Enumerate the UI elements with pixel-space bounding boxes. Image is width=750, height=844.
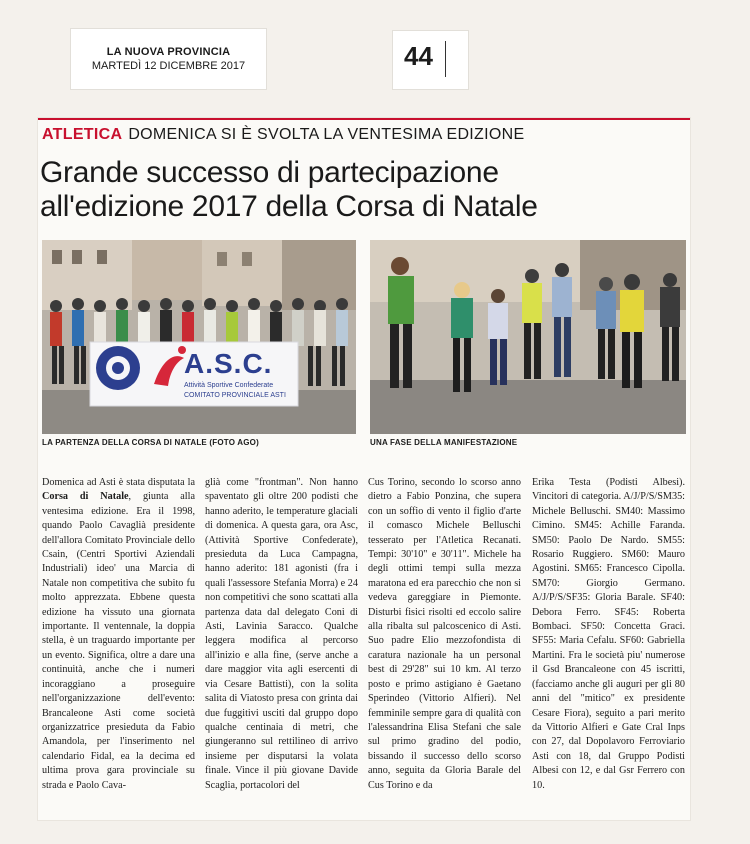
page-number-divider — [445, 41, 446, 77]
banner-line-1: Attività Sportive Confederate — [184, 382, 274, 389]
page-number-box — [392, 30, 469, 90]
headline — [40, 156, 640, 224]
photo-caption-1: LA PARTENZA DELLA CORSA DI NATALE (FOTO AGO) — [42, 438, 259, 447]
body-col1-intro: Domenica ad Asti è stata disputata la — [42, 477, 195, 488]
headline-line-1: Grande successo di partecipazione — [40, 156, 499, 189]
newspaper-name: LA NUOVA PROVINCIA — [106, 46, 231, 58]
body-col1-text: , giunta alla ventesima edizione. Era il 1998, quando Paolo Cavaglià presidente dell'allora Comitato Provinciale dello Csain, (Centri Sportivi Aziendali Industriali) ideo' una Marcia di Natale non competitiva che subito fu molto apprezzata. Ebbene questa edizione ha vissuto una giornata importante. Il ventennale, la doppia stella, è un traguardo importante per un evento. Significa, oltre a dare una continuità, anche che i numeri incoraggiano a proseguire nell'organizzazione dell'evento: Brancaleone Asti come società organizzatrice presieduta da Fabio Amandola, per l'inserimento nel calendario Fidal, ea la decima ed ultima prova gara provinciale su strada e Paolo Cava- — [42, 491, 195, 791]
section-rule — [38, 118, 690, 120]
race-start-photo — [42, 240, 356, 434]
body-column-2: glià come "frontman". Non hanno spaventato gli oltre 200 podisti che hanno aderito, le temperature glaciali di domenica. A questa gara, ora Asc, (Attività Sportive Confederate), presieduta da Luca Campagna, hanno aderito: 181 agonisti (fra i quali l'assessore Stefania Morra) e 24 non competitivi che sono scattati alla partenza data dal delegato Coni di Asti, Lavinia Saracco. Qualche leggera modifica al percorso all'inizio e alla fine, (serve anche a dare maggior vita agli esercenti di via Cesare Battisti), con la solita salita di Viatosto presa con grinta dai due fuggitivi usciti dal gruppo dopo qualche centinaia di metri, che giungeranno sul rettilineo di arrivo insieme per disputarsi la volata finale. Vince il più giovane Davide Scaglia, portacolori del — [205, 477, 358, 791]
headline-line-2: all'edizione 2017 della Corsa di Natale — [40, 190, 538, 223]
photo-caption-2: UNA FASE DELLA MANIFESTAZIONE — [370, 438, 518, 447]
body-column-1 — [42, 476, 195, 793]
issue-date: MARTEDÌ 12 DICEMBRE 2017 — [91, 60, 246, 72]
article-clipping — [38, 118, 690, 820]
banner-line-2: COMITATO PROVINCIALE ASTI — [184, 392, 286, 399]
body-column-3: Cus Torino, secondo lo scorso anno dietro a Fabio Ponzina, che supera con un soffio di vento il figlio d'arte il comasco Michele Belluschi tesserato per l'Atletica Recanati. Tempi: 30'10" e 30'11". Michele ha degli ottimi tempi sulla mezza maratona ed era parecchio che non si vedeva gareggiare in Piemonte. Disturbi fisici risolti ed eccolo salire alla ribalta sul palcoscenico di Asti. Suo padre Elio mezzofondista di caratura nazionale ha un personal best di 29'28" sui 10 km. Al terzo posto e primo astigiano è Gaetano Sperindeo (Vittorio Alfieri). Nel femminile sempre gara di qualità con l'alessandrina Elisa Stefani che sale sul primo gradino del podio, bissando il successo dello scorso anno, seguita da Gloria Barale del Cus Torino e da — [368, 477, 521, 791]
banner-logo: A.S.C. — [184, 348, 273, 379]
kicker — [42, 126, 524, 144]
body-column-4: Erika Testa (Podisti Albesi). Vincitori di categoria. A/J/P/S/SM35: Michele Belluschi. SM40: Massimo Cimino. SM45: Achille Faranda. SM50: Paolo De Nardo. SM55: Rosario Ruggiero. SM60: Mauro Agostini. SM65: Francesco Cipolla. SM70: Giorgio Germano. A/J/P/S/SF35: Gloria Barale. SF40: Debora Ferro. SF45: Roberta Bombaci. SF50: Concetta Graci. SF55: Maria Cefalu. SF60: Gabriella Martini. Fra le società piu' numerose il Gsd Brancaleone con 45 iscritti, (facciamo anche gli auguri per gli 80 anni del "mitico" ex presidente Cesare Fiora), seguito a pari merito da Vittorio Alfieri e Gate Cral Inps con 27, dal Dopolavoro Ferroviario Asti con 18, dal Gruppo Podisti Albesi con 12, e dal Gsr Ferrero con 10. — [532, 477, 685, 791]
page-number: 44 — [404, 41, 433, 71]
kicker-subtitle: DOMENICA SI È SVOLTA LA VENTESIMA EDIZIONE — [128, 126, 525, 143]
article-body — [42, 476, 686, 816]
masthead — [70, 28, 267, 90]
section-tag: ATLETICA — [42, 126, 123, 143]
body-col1-event-name: Corsa di Natale — [42, 491, 129, 503]
race-phase-photo — [370, 240, 686, 434]
